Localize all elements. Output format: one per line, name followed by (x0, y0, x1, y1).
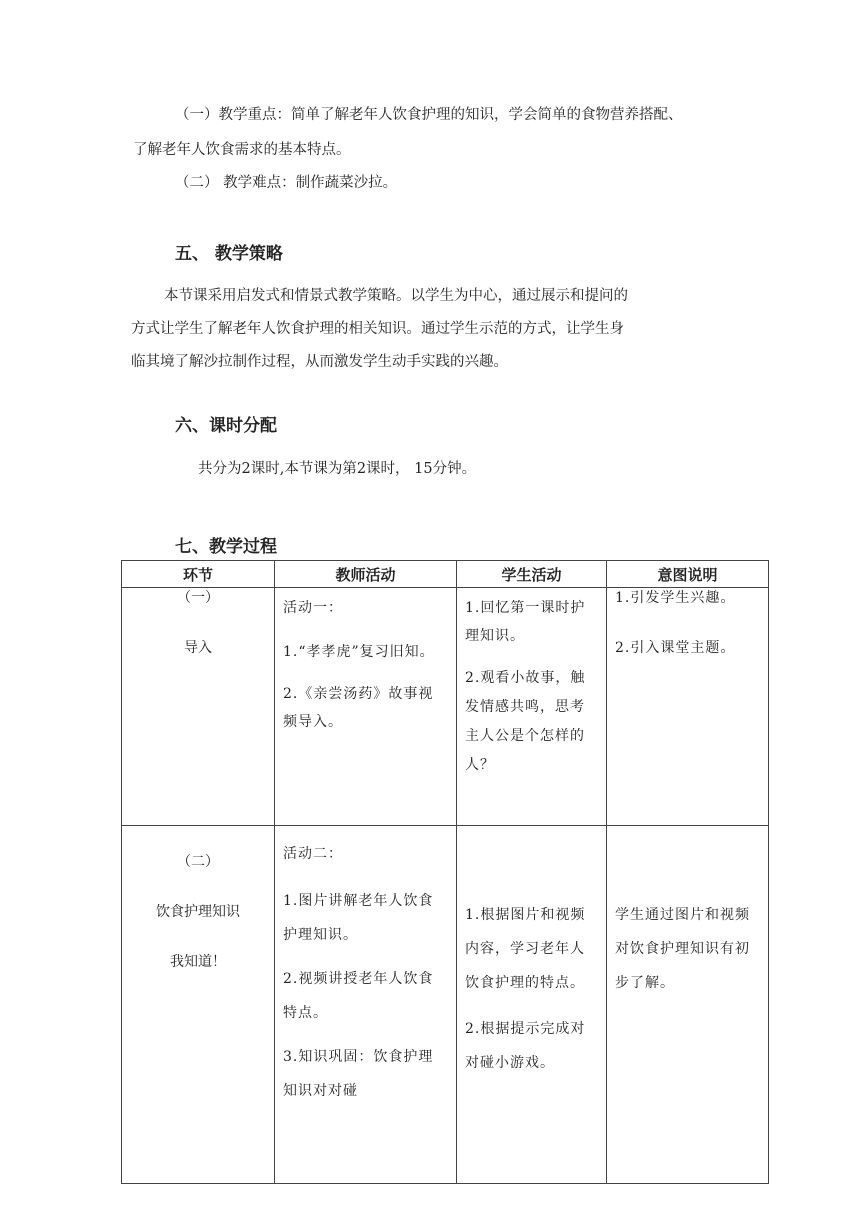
intent-point: 2.引入课堂主题。 (615, 640, 736, 656)
teaching-emphasis-line2: 了解老年人饮食需求的基本特点。 (133, 142, 351, 158)
header-intent: 意图说明 (607, 561, 769, 588)
stage-cell (122, 826, 275, 1184)
teaching-difficulty: （二） 教学难点：制作蔬菜沙拉。 (175, 175, 398, 191)
teaching-process-table (121, 560, 769, 1184)
intent-point: 1.引发学生兴趣。 (615, 590, 736, 606)
section5-line2: 方式让学生了解老年人饮食护理的相关知识。通过学生示范的方式，让学生身 (131, 321, 624, 337)
stage-number: （二） (177, 854, 219, 870)
teacher-step: 1.图片讲解老年人饮食护理知识。 (283, 893, 434, 943)
stage-title: 饮食护理知识 (156, 904, 240, 920)
table-row (122, 826, 769, 1184)
section5-heading: 五、 教学策略 (175, 244, 283, 264)
teacher-step: 3.知识巩固：饮食护理知识对对碰 (283, 1049, 434, 1099)
student-step: 2.根据提示完成对对碰小游戏。 (465, 1021, 586, 1071)
teacher-step: 2.视频讲授老年人饮食特点。 (283, 971, 434, 1021)
teaching-emphasis-line1: （一）教学重点：简单了解老年人饮食护理的知识，学会简单的食物营养搭配、 (175, 107, 683, 123)
student-step: 1.回忆第一课时护理知识。 (465, 600, 586, 644)
intent-cell (607, 588, 769, 826)
teacher-step: 1.“孝孝虎”复习旧知。 (283, 644, 435, 660)
teacher-activity-cell (275, 588, 457, 826)
header-teacher-activity: 教师活动 (275, 561, 457, 588)
teacher-step: 2.《亲尝汤药》故事视频导入。 (283, 686, 434, 730)
stage-number: （一） (177, 590, 219, 606)
activity-title: 活动一： (283, 600, 343, 616)
section7-heading: 七、教学过程 (175, 537, 277, 557)
student-step: 2.观看小故事，触发情感共鸣，思考主人公是个怎样的人？ (465, 670, 586, 773)
table-row (122, 588, 769, 826)
teacher-activity-cell (275, 826, 457, 1184)
section5-line3: 临其境了解沙拉制作过程，从而激发学生动手实践的兴趣。 (131, 354, 508, 370)
activity-title: 活动二： (283, 846, 343, 862)
section6-text: 共分为2课时,本节课为第2课时， 15分钟。 (198, 461, 477, 477)
intent-point: 学生通过图片和视频对饮食护理知识有初步了解。 (615, 907, 750, 991)
header-student-activity: 学生活动 (457, 561, 607, 588)
student-activity-cell (457, 826, 607, 1184)
intent-cell (607, 826, 769, 1184)
table-header-row (122, 561, 769, 588)
header-stage: 环节 (122, 561, 275, 588)
student-step: 1.根据图片和视频内容，学习老年人饮食护理的特点。 (465, 907, 586, 991)
stage-subtitle: 我知道！ (170, 954, 226, 970)
stage-cell (122, 588, 275, 826)
section6-heading: 六、课时分配 (175, 416, 277, 436)
section5-line1: 本节课采用启发式和情景式教学策略。以学生为中心，通过展示和提问的 (164, 288, 628, 304)
student-activity-cell (457, 588, 607, 826)
stage-title: 导入 (184, 640, 212, 656)
